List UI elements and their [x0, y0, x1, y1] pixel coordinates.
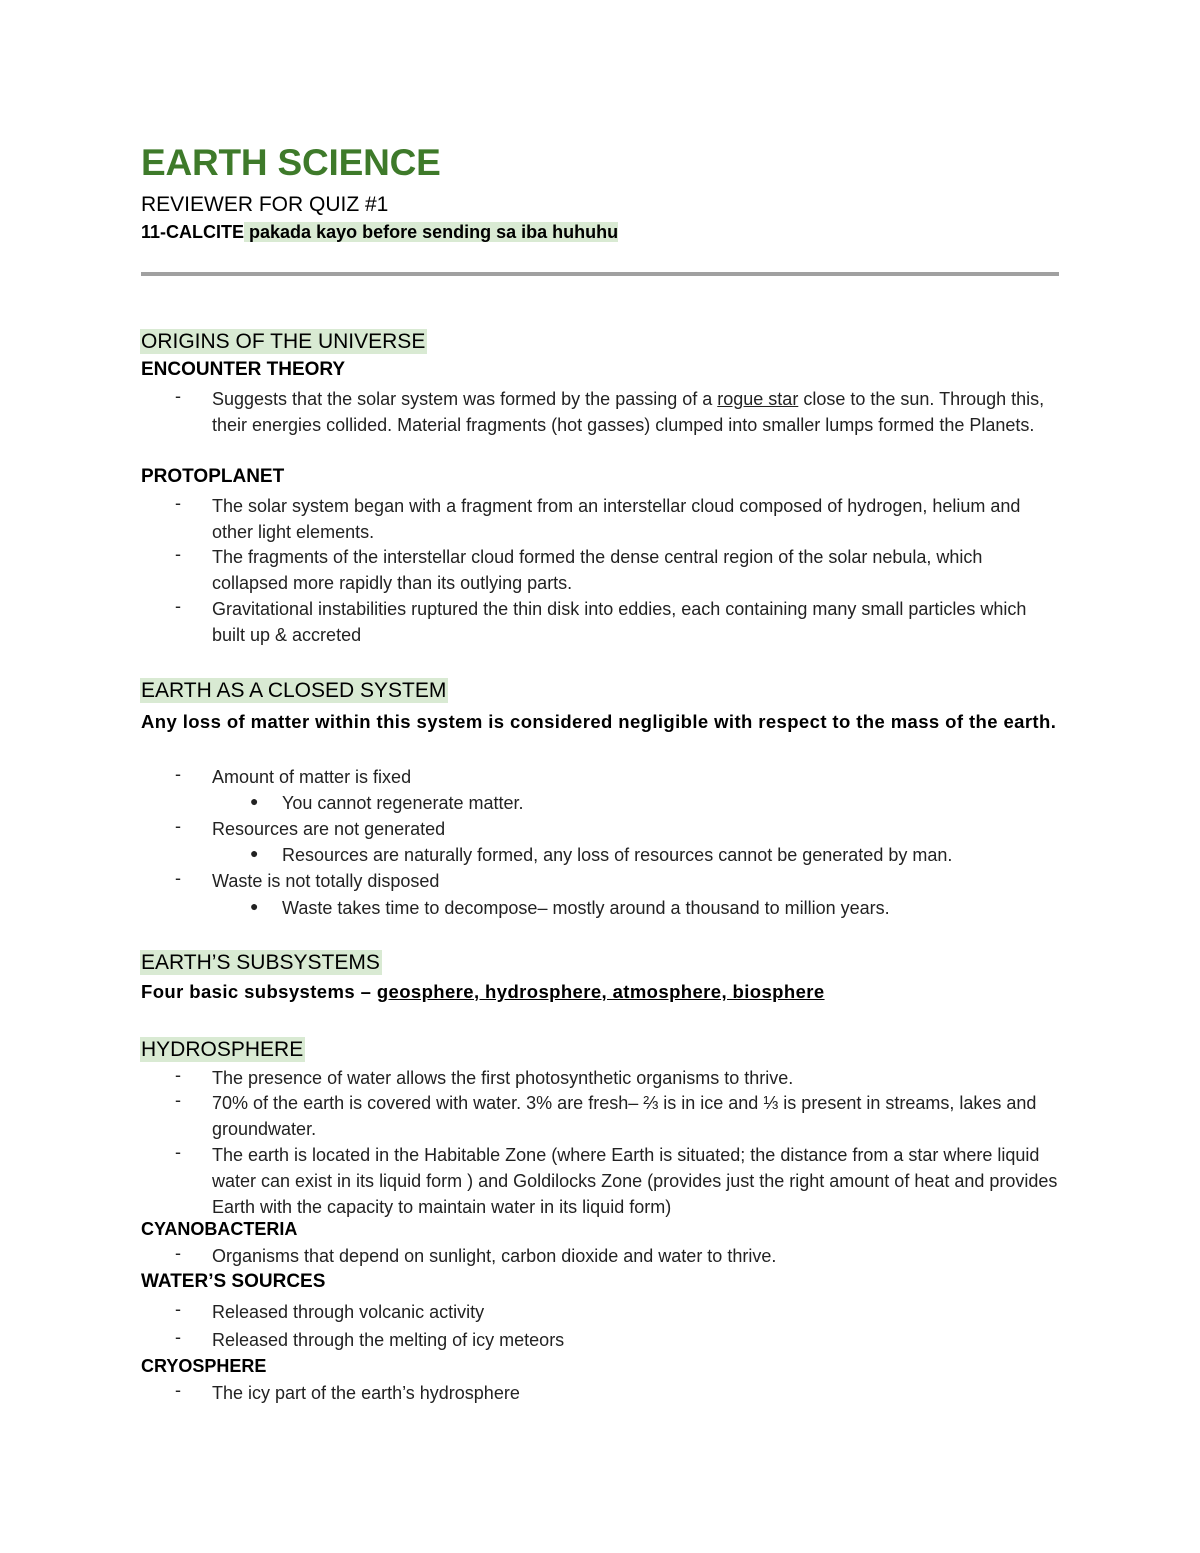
dash-bullet: - [175, 1327, 181, 1347]
cyanobacteria-item: Organisms that depend on sunlight, carbon dioxide and water to thrive. [212, 1246, 777, 1266]
protoplanet-item: The solar system began with a fragment from an interstellar cloud composed of hydrogen, helium and other light elements. [212, 496, 1021, 542]
dash-bullet: - [175, 1243, 181, 1263]
document-subtitle: REVIEWER FOR QUIZ #1 [141, 193, 389, 216]
subheading-water-sources: WATER’S SOURCES [141, 1271, 326, 1292]
encounter-theory-item [212, 386, 1062, 438]
section-heading-subsystems: EARTH’S SUBSYSTEMS [141, 951, 380, 974]
section-heading-hydrosphere: HYDROSPHERE [141, 1038, 304, 1061]
hydrosphere-item: The earth is located in the Habitable Zone (where Earth is situated; the distance from a star where liquid water can exist in its liquid form ) and Goldilocks Zone (provides just the right amount of heat and provides Earth with the capacity to maintain water in its liquid form) [212, 1145, 1058, 1217]
dot-bullet: ● [250, 898, 259, 914]
closed-system-item: Waste is not totally disposed [212, 871, 440, 891]
closed-system-item: Amount of matter is fixed [212, 767, 412, 787]
dot-bullet: ● [250, 793, 259, 809]
closed-system-subitem: You cannot regenerate matter. [282, 793, 524, 813]
protoplanet-item: The fragments of the interstellar cloud formed the dense central region of the solar nebula, which collapsed more rapidly than its outlying parts. [212, 547, 983, 593]
tagline-note: pakada kayo before sending sa iba huhuhu [244, 222, 619, 242]
water-source-item: Released through volcanic activity [212, 1302, 485, 1322]
dash-bullet: - [175, 493, 181, 513]
dash-bullet: - [175, 1299, 181, 1319]
document-title: EARTH SCIENCE [141, 142, 441, 183]
dash-bullet: - [175, 868, 181, 888]
subheading-cryosphere: CRYOSPHERE [141, 1356, 267, 1376]
closed-system-item: Resources are not generated [212, 819, 446, 839]
water-source-item: Released through the melting of icy meteors [212, 1330, 565, 1350]
subheading-encounter-theory: ENCOUNTER THEORY [141, 359, 346, 380]
dot-bullet: ● [250, 845, 259, 861]
class-tagline [141, 222, 618, 243]
dash-bullet: - [175, 544, 181, 564]
subheading-protoplanet: PROTOPLANET [141, 466, 285, 487]
closed-system-subitem: Resources are naturally formed, any loss of resources cannot be generated by man. [282, 845, 953, 865]
subsystems-list: geosphere, hydrosphere, atmosphere, biosphere [376, 981, 825, 1002]
hydrosphere-item: The presence of water allows the first photosynthetic organisms to thrive. [212, 1068, 794, 1088]
rogue-star-term: rogue star [717, 389, 799, 409]
closed-system-lead: Any loss of matter within this system is considered negligible with respect to the mass of the earth. [141, 711, 1057, 732]
subheading-cyanobacteria: CYANOBACTERIA [141, 1219, 298, 1239]
text-run: close to the sun. Through this, their energies collided. Material fragments (hot gasses) clumped into smaller lumps formed the Planets. [212, 389, 1045, 435]
section-heading-closed-system: EARTH AS A CLOSED SYSTEM [141, 679, 447, 702]
dash-bullet: - [175, 816, 181, 836]
section-heading-origins: ORIGINS OF THE UNIVERSE [141, 330, 426, 353]
subsystems-lead [141, 981, 825, 1003]
dash-bullet: - [175, 764, 181, 784]
class-name: 11-CALCITE [141, 222, 245, 242]
dash-bullet: - [175, 1065, 181, 1085]
closed-system-subitem: Waste takes time to decompose– mostly around a thousand to million years. [282, 898, 890, 918]
horizontal-divider [141, 272, 1059, 276]
protoplanet-item: Gravitational instabilities ruptured the thin disk into eddies, each containing many small particles which built up & accreted [212, 599, 1027, 645]
dash-bullet: - [175, 1142, 181, 1162]
cryosphere-item: The icy part of the earth’s hydrosphere [212, 1383, 520, 1403]
dash-bullet: - [175, 1380, 181, 1400]
dash-bullet: - [175, 596, 181, 616]
text-run: Four basic subsystems – [141, 981, 377, 1002]
dash-bullet: - [175, 1090, 181, 1110]
dash-bullet: - [175, 386, 181, 406]
hydrosphere-item: 70% of the earth is covered with water. 3% are fresh– ⅔ is in ice and ⅓ is present in streams, lakes and groundwater. [212, 1093, 1037, 1139]
text-run: Suggests that the solar system was formed by the passing of a [212, 389, 718, 409]
